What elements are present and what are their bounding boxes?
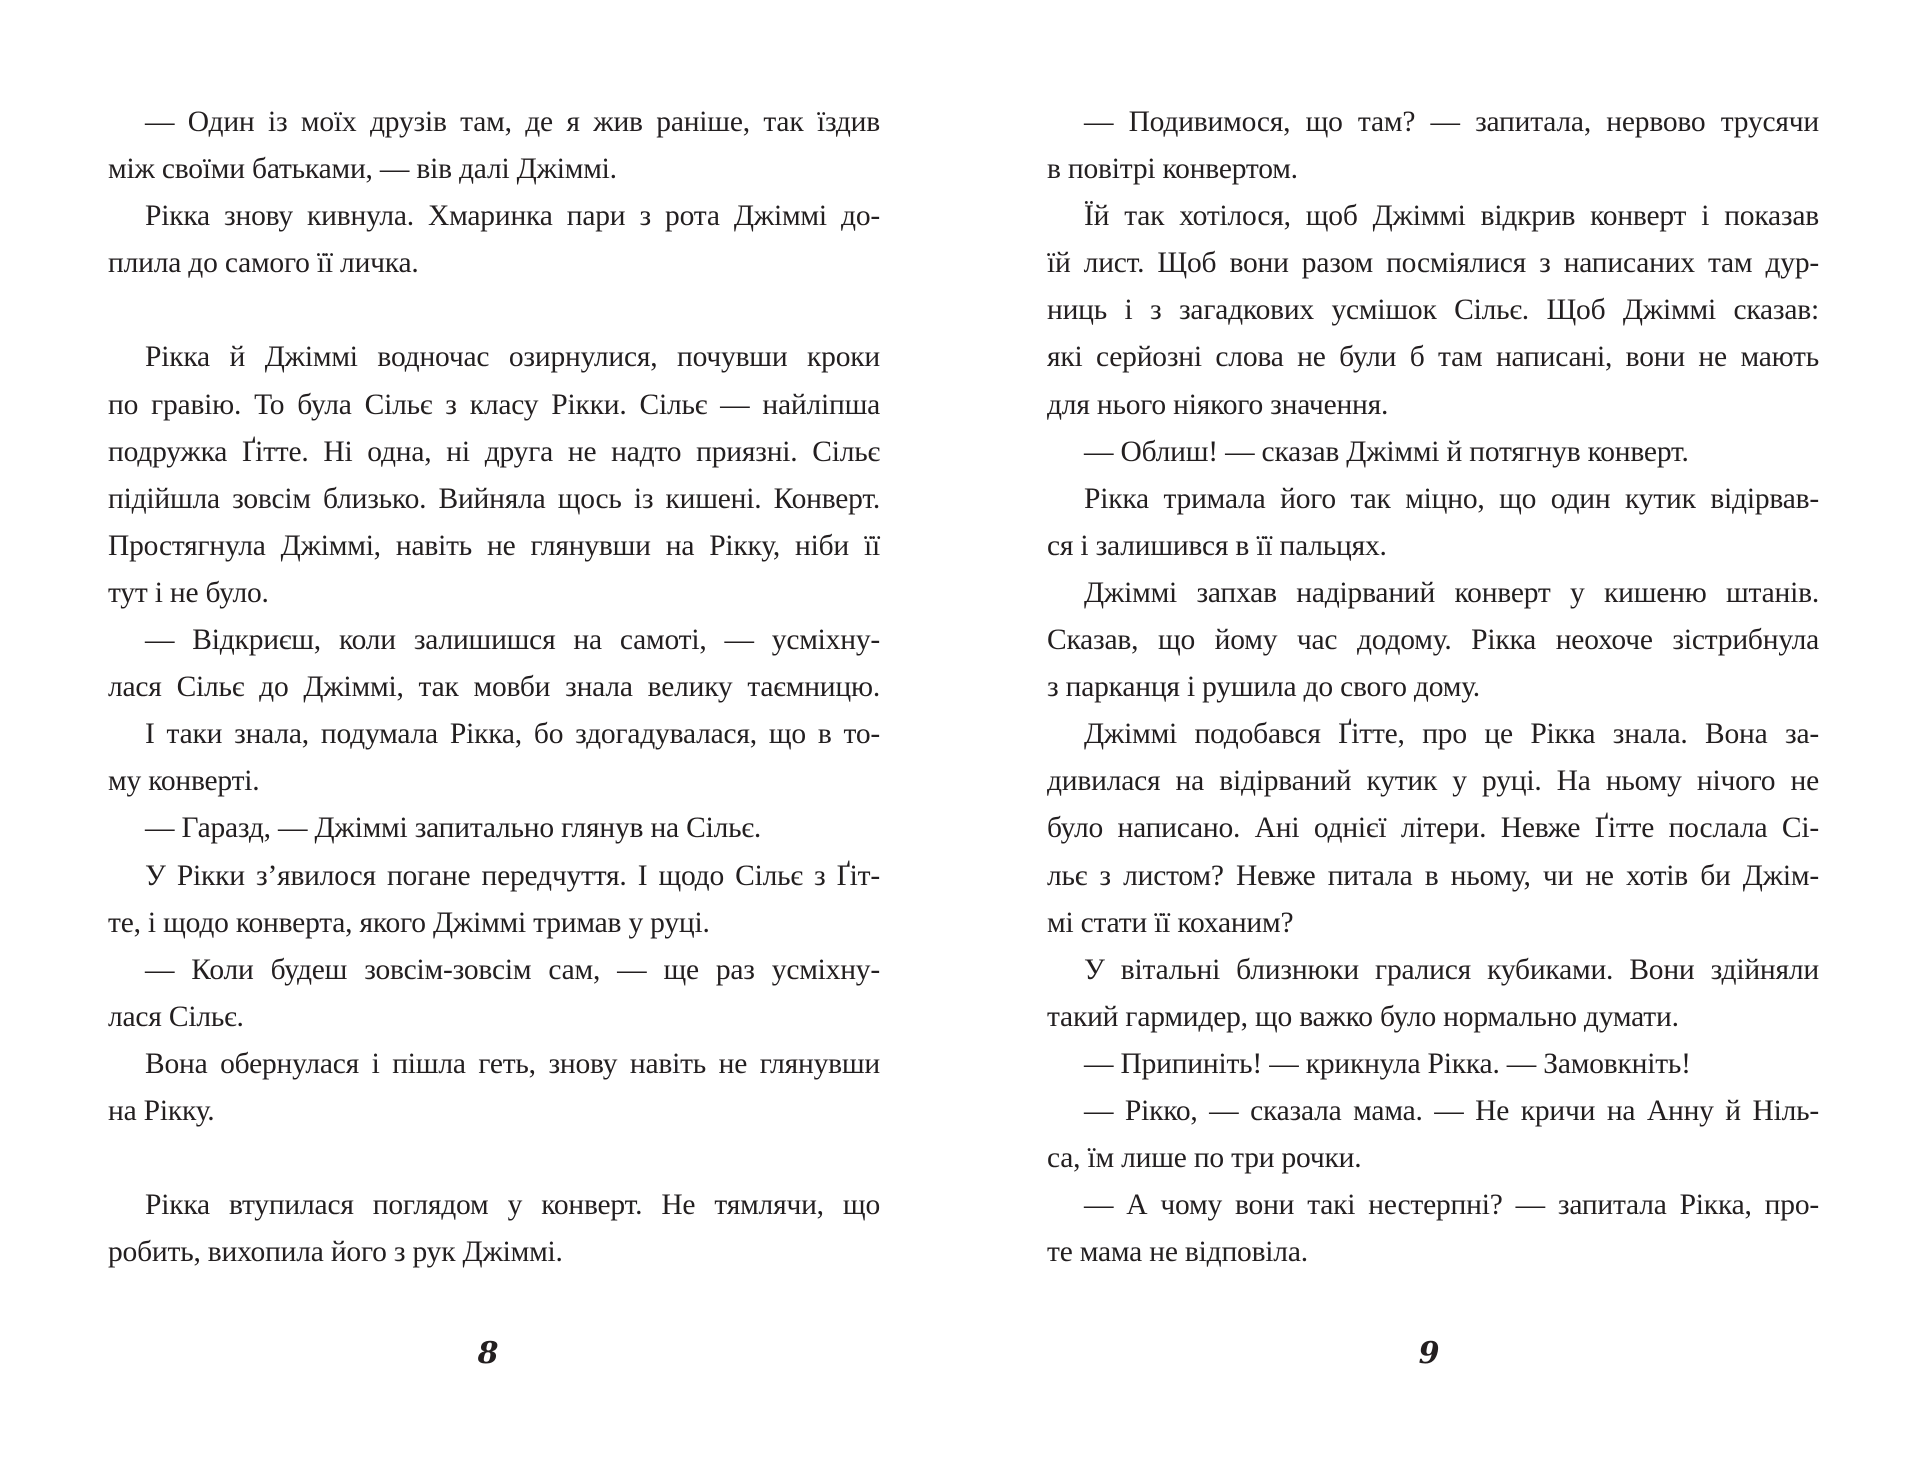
text-line: Джіммі запхав надірваний конверт у кишеню штанів.	[1084, 576, 1819, 609]
text-line: са, їм лише по три рочки.	[1047, 1142, 1362, 1175]
text-line: Сказав, що йому час додому. Рікка неохоче зістрибнула	[1047, 624, 1819, 657]
text-line: У вітальні близнюки гралися кубиками. Вони здійняли	[1084, 953, 1819, 986]
text-line: Джіммі подобався Ґітте, про це Рікка знала. Вона за-	[1084, 718, 1819, 751]
text-line: Рікка тримала його так міцно, що один кутик відірвав-	[1084, 482, 1819, 515]
text-line: подружка Ґітте. Ні одна, ні друга не надто приязні. Сільє	[108, 435, 880, 468]
text-line: в повітрі конвертом.	[1047, 153, 1298, 186]
text-line: які серйозні слова не були б там написані, вони не мають	[1047, 341, 1819, 374]
text-line: Рікка й Джіммі водночас озирнулися, почувши кроки	[145, 341, 880, 374]
left-page-text	[108, 99, 880, 1276]
text-line: У Рікки з’явилося погане передчуття. І щодо Сільє з Ґіт-	[145, 859, 880, 892]
text-line: такий гармидер, що важко було нормально думати.	[1047, 1000, 1679, 1033]
blank-line	[108, 1135, 880, 1182]
text-line: Простягнула Джіммі, навіть не глянувши на Рікку, ніби її	[108, 529, 880, 562]
text-line: — Облиш! — сказав Джіммі й потягнув конверт.	[1084, 435, 1689, 468]
text-line: — Припиніть! — крикнула Рікка. — Замовкніть!	[1084, 1047, 1691, 1080]
text-line: між своїми батьками, — вів далі Джіммі.	[108, 153, 617, 186]
text-line: робить, вихопила його з рук Джіммі.	[108, 1236, 563, 1269]
text-line: Рікка втупилася поглядом у конверт. Не тямлячи, що	[145, 1189, 880, 1222]
text-line: ся і залишився в її пальцях.	[1047, 529, 1387, 562]
text-line: — Подивимося, що там? — запитала, нервово трусячи	[1084, 106, 1819, 138]
page-number-right: 9	[1418, 1336, 1440, 1371]
text-line: те мама не відповіла.	[1047, 1236, 1308, 1269]
text-line: підійшла зовсім близько. Вийняла щось із кишені. Конверт.	[108, 482, 880, 515]
text-line: ниць і з загадкових усмішок Сільє. Щоб Джіммі сказав:	[1047, 294, 1819, 327]
text-line: мі стати її коханим?	[1047, 906, 1294, 939]
text-line: му конверті.	[108, 765, 260, 798]
text-line: з парканця і рушила до свого дому.	[1047, 671, 1480, 704]
text-line: льє з листом? Невже питала в ньому, чи не хотів би Джім-	[1047, 859, 1819, 892]
text-line: тут і не було.	[108, 576, 269, 609]
text-line: лася Сільє.	[108, 1000, 244, 1033]
text-line: Їй так хотілося, щоб Джіммі відкрив конверт і показав	[1084, 200, 1819, 233]
text-line: дивилася на відірваний кутик у руці. На ньому нічого не	[1047, 765, 1819, 798]
text-line: І таки знала, подумала Рікка, бо здогадувалася, що в то-	[145, 718, 880, 751]
text-line: на Рікку.	[108, 1094, 215, 1127]
text-line: для нього ніякого значення.	[1047, 388, 1389, 421]
text-line: те, і щодо конверта, якого Джіммі тримав у руці.	[108, 906, 710, 939]
text-line: Вона обернулася і пішла геть, знову навіть не глянувши	[145, 1047, 880, 1080]
text-line: — Гаразд, — Джіммі запитально глянув на Сільє.	[145, 812, 761, 845]
text-line: — Рікко, — сказала мама. — Не кричи на Анну й Ніль-	[1084, 1094, 1819, 1127]
blank-line	[108, 287, 880, 334]
text-line: було написано. Ані однієї літери. Невже Ґітте послала Сі-	[1047, 812, 1819, 845]
text-line: — Коли будеш зовсім-зовсім сам, — ще раз усміхну-	[145, 953, 880, 986]
text-line: їй лист. Щоб вони разом посміялися з написаних там дур-	[1047, 247, 1819, 280]
text-line: по гравію. То була Сільє з класу Рікки. Сільє — найліпша	[108, 388, 880, 421]
text-line: — Відкриєш, коли залишишся на самоті, — усміхну-	[145, 624, 880, 657]
text-line: — Один із моїх друзів там, де я жив раніше, так їздив	[145, 106, 880, 138]
text-line: Рікка знову кивнула. Хмаринка пари з рота Джіммі до-	[145, 200, 880, 233]
page-number-left: 8	[477, 1336, 499, 1371]
right-page-text	[1047, 99, 1819, 1276]
text-line: — А чому вони такі нестерпні? — запитала Рікка, про-	[1084, 1189, 1819, 1222]
text-line: лася Сільє до Джіммі, так мовби знала велику таємницю.	[108, 671, 880, 704]
text-line: плила до самого її личка.	[108, 247, 419, 280]
